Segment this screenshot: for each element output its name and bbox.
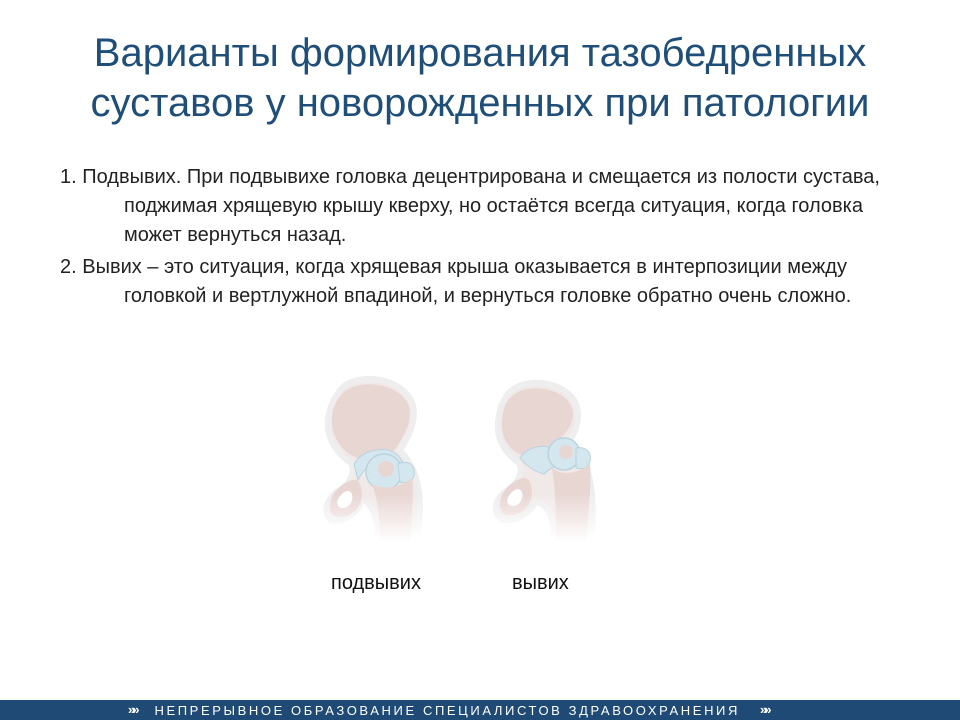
title-line-2: суставов у новорожденных при патологии: [90, 81, 870, 125]
list-item-dislocation: 2. Вывих – это ситуация, когда хрящевая крыша оказывается в интерпозиции между головкой и вертлужной впадиной, и вернуться головке обратно очень сложно.: [60, 256, 852, 307]
caption-subluxation: подвывих: [331, 572, 421, 594]
slide-title: [0, 28, 960, 128]
hip-dislocation-illustration: [470, 372, 620, 542]
list-item-subluxation: 1. Подвывих. При подвывихе головка децентрирована и смещается из полости сустава, поджимая хрящевую крышу кверху, но остаётся всегда ситуация, когда головка может вернуться назад.: [60, 166, 880, 246]
hip-subluxation-illustration: [300, 372, 450, 542]
footer-text: НЕПРЕРЫВНОЕ ОБРАЗОВАНИЕ СПЕЦИАЛИСТОВ ЗДРАВООХРАНЕНИЯ: [154, 702, 740, 718]
double-chevron-icon: »»: [128, 702, 137, 717]
caption-dislocation: вывих: [512, 572, 569, 594]
slide-body: [60, 163, 900, 314]
footer-bar: [0, 700, 960, 720]
title-line-1: Варианты формирования тазобедренных: [93, 31, 867, 75]
double-chevron-icon: »»: [760, 702, 769, 717]
